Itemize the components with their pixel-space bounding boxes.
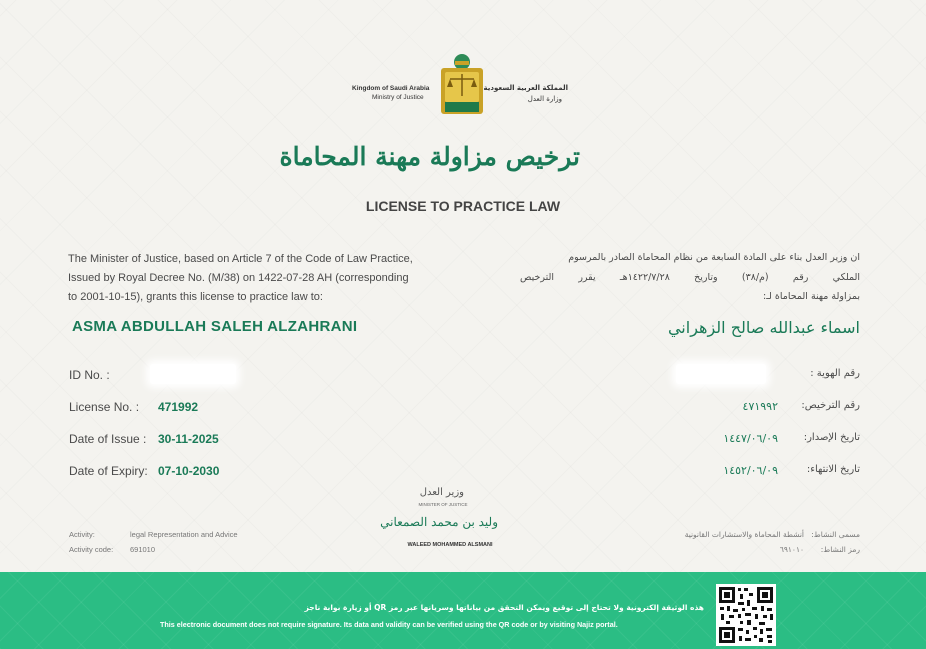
issue-label-ar: تاريخ الإصدار: — [803, 432, 860, 443]
activity-label-ar: مسمى النشاط: — [811, 530, 860, 539]
title-ar: ترخيص مزاولة مهنة المحاماة — [279, 142, 580, 171]
footer-text-en: This electronic document does not require signature. Its data and validity can be verified using the QR code or by visiting Najiz portal. — [160, 620, 618, 629]
activity-code-value-en: 691010 — [130, 545, 156, 554]
id-value-redacted — [150, 364, 236, 384]
footer-text-ar: هذه الوثيقة إلكترونية ولا تحتاج إلى توقيع ويمكن التحقق من بياناتها وسريانها عبر رمز QR أو زيارة بوابة ناجز — [304, 603, 704, 612]
holder-name-ar: اسماء عبدالله صالح الزهراني — [667, 318, 860, 337]
activity-code-label-ar: رمز النشاط: — [820, 545, 860, 554]
org-en-line1: Kingdom of Saudi Arabia — [352, 85, 430, 92]
activity-label-en: Activity: — [69, 530, 95, 539]
intro-en-line1: The Minister of Justice, based on Article 7 of the Code of Law Practice, — [68, 253, 413, 265]
issue-value-ar: ١٤٤٧/٠٦/٠٩ — [723, 432, 778, 445]
intro-ar-line2: الملكي رقم (م/٣٨) وتاريخ ١٤٢٢/٧/٢٨هـ يقرر الترخيص — [520, 272, 860, 283]
intro-ar-line1: ان وزير العدل بناء على المادة السابعة من نظام المحاماة الصادر بالمرسوم — [568, 252, 860, 263]
signature-title-en: MINISTER OF JUSTICE — [418, 502, 468, 507]
id-label-ar: رقم الهوية : — [810, 368, 860, 379]
expiry-value-en: 07-10-2030 — [158, 464, 220, 478]
id-value-redacted-ar — [676, 364, 766, 384]
activity-code-label-en: Activity code: — [69, 545, 114, 554]
org-en-line2: Ministry of Justice — [372, 94, 424, 101]
ministry-emblem-icon — [437, 52, 487, 116]
activity-value-ar: أنشطة المحاماة والاستشارات القانونية — [684, 530, 804, 539]
intro-en-line2: Issued by Royal Decree No. (M/38) on 1422-07-28 AH (corresponding — [68, 272, 409, 284]
issue-label-en: Date of Issue : — [69, 432, 147, 446]
signature-title-ar: وزير العدل — [419, 487, 464, 498]
org-ar-line2: وزارة العدل — [527, 95, 562, 103]
signature-name-ar: وليد بن محمد الصمعاني — [380, 515, 498, 529]
license-label-en: License No. : — [69, 400, 140, 414]
title-en: LICENSE TO PRACTICE LAW — [365, 198, 561, 214]
org-ar-line1: المملكة العربية السعودية — [483, 84, 568, 92]
holder-name-en: ASMA ABDULLAH SALEH ALZAHRANI — [72, 318, 358, 335]
expiry-label-ar: تاريخ الانتهاء: — [806, 464, 860, 475]
license-label-ar: رقم الترخيص: — [801, 400, 860, 411]
footer-band — [0, 572, 926, 649]
license-value-en: 471992 — [158, 400, 199, 414]
activity-code-value-ar: ٦٩١٠١٠ — [779, 545, 804, 554]
signature-name-en: WALEED MOHAMMED ALSMANI — [407, 542, 493, 548]
expiry-value-ar: ١٤٥٢/٠٦/٠٩ — [723, 464, 778, 477]
id-label-en: ID No. : — [69, 368, 110, 382]
qr-code-icon[interactable] — [716, 584, 776, 646]
license-value-ar: ٤٧١٩٩٢ — [742, 400, 778, 413]
intro-ar-line3: بمزاولة مهنة المحاماة لـ: — [763, 291, 860, 302]
activity-value-en: legal Representation and Advice — [130, 530, 238, 539]
issue-value-en: 30-11-2025 — [158, 432, 219, 446]
expiry-label-en: Date of Expiry: — [69, 464, 148, 478]
intro-en-line3: to 2001-10-15), grants this license to practice law to: — [68, 291, 323, 303]
